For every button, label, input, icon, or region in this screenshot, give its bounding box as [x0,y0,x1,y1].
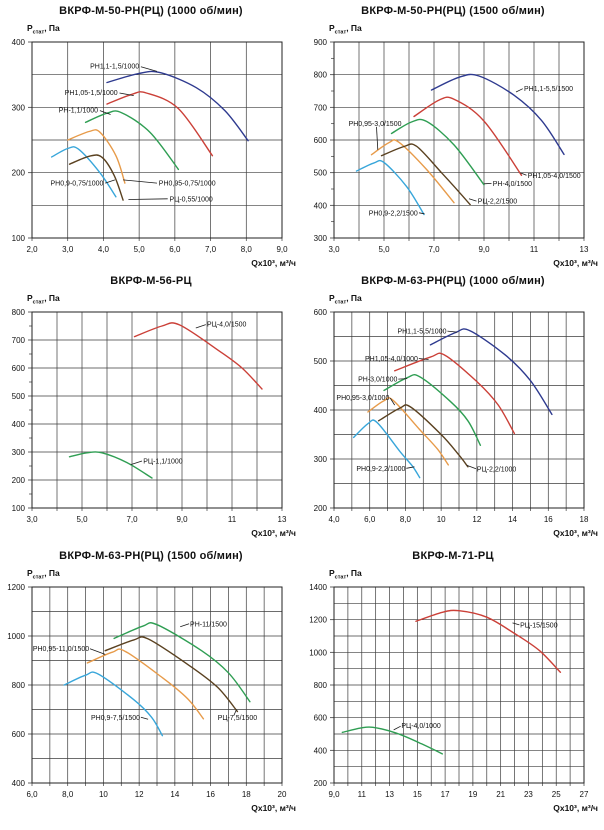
x-axis-tick-label: 9,0 [176,515,188,524]
curve-РН0,95-11,0/1500 [87,649,203,719]
x-axis-tick-label: 10 [436,515,446,524]
y-axis-tick-label: 400 [313,746,327,756]
x-axis-label: Qx10³, м³/ч [553,258,598,268]
leader-line [90,649,105,655]
y-axis-tick-label: 900 [313,38,327,47]
chart-plot [0,306,302,540]
curve-label: РН0,95-3,0/1500 [348,121,402,129]
x-axis-tick-label: 13 [385,790,395,799]
leader-line [377,127,378,150]
curve-label: РН0,95-0,75/1000 [158,180,216,188]
curve-label: РЦ-2,2/1500 [477,198,518,206]
leader-line [196,325,206,328]
curve-РН0,95-0,75/1000 [68,130,125,183]
leader-line [131,461,142,465]
y-axis-tick-label: 800 [11,308,25,317]
y-axis-tick-label: 200 [313,779,327,788]
x-axis-tick-label: 13 [579,245,589,254]
x-axis-tick-label: 11 [357,790,366,799]
x-axis-label: Qx10³, м³/ч [251,803,296,813]
x-axis-tick-label: 2,0 [26,245,38,254]
chart-vkrf-m-56 [0,270,302,545]
x-axis-tick-label: 14 [508,515,518,524]
chart-title: ВКРФ-М-71-РЦ [412,550,494,562]
y-axis-tick-label: 600 [11,364,25,373]
y-axis-tick-label: 100 [11,234,25,243]
y-axis-tick-label: 100 [11,504,25,513]
y-axis-tick-label: 300 [11,448,25,457]
x-axis-tick-label: 9,0 [478,245,490,254]
y-axis-tick-label: 200 [11,168,25,178]
x-axis-tick-label: 18 [241,790,251,799]
curve-label: РН-11/1500 [190,621,227,629]
x-axis-tick-label: 27 [579,790,589,799]
y-axis-tick-label: 600 [313,713,327,723]
curve-label: РН0,9-0,75/1000 [50,180,104,188]
leader-line [141,717,148,719]
curve-label: РН0,95-3,0/1000 [336,394,390,402]
curve-label: РН1,1-5,5/1000 [397,328,447,336]
curve-label: РЦ-0,55/1000 [169,196,213,204]
chart-vkrf-m-71 [302,545,604,830]
curve-РН0,95-3,0/1000 [368,398,448,465]
curve-label: РН0,9-2,2/1500 [368,210,418,218]
x-axis-tick-label: 21 [496,790,506,799]
x-axis-tick-label: 5,0 [133,245,145,254]
curve-label: РЦ-2,2/1000 [476,466,517,474]
x-axis-tick-label: 3,0 [62,245,74,254]
leader-line [123,180,157,183]
chart-title: ВКРФ-М-63-РН(РЦ) (1500 об/мин) [59,550,243,562]
x-axis-tick-label: 5,0 [378,245,390,254]
y-axis-tick-label: 400 [11,779,25,788]
x-axis-tick-label: 19 [468,790,478,799]
y-axis-tick-label: 600 [313,308,327,317]
y-axis-tick-label: 300 [313,455,327,464]
x-axis-tick-label: 5,0 [76,515,88,524]
y-axis-tick-label: 800 [313,70,327,80]
leader-line [180,624,189,627]
leader-line [394,726,401,730]
x-axis-tick-label: 10 [98,790,108,799]
curve-РЦ-2,2/1500 [382,144,471,205]
y-axis-tick-label: 500 [313,357,327,366]
leader-line [141,67,157,72]
leader-line [513,623,520,625]
leader-line [398,379,407,380]
y-axis-tick-label: 1000 [7,632,25,641]
y-axis-tick-label: 400 [11,38,25,47]
chart-plot [0,36,302,270]
y-axis-label: $Р_{стат}$, Па [27,568,60,581]
y-axis-label: $Р_{стат}$, Па [329,293,362,306]
chart-title: ВКРФ-М-50-РН(РЦ) (1500 об/мин) [361,5,545,17]
x-axis-label: Qx10³, м³/ч [553,803,598,813]
curve-РН-4,0/1500 [392,119,485,184]
y-axis-tick-label: 600 [313,136,327,145]
y-axis-tick-label: 400 [11,420,25,429]
y-axis-label: $Р_{стат}$, Па [27,23,60,36]
x-axis-tick-label: 20 [277,790,287,799]
chart-vkrf-m-63-1000 [302,270,604,545]
x-axis-tick-label: 8,0 [62,790,74,799]
y-axis-tick-label: 1200 [309,615,327,625]
x-axis-tick-label: 6,0 [169,245,181,254]
x-axis-tick-label: 7,0 [205,245,217,254]
curve-РН1,1-5,5/1000 [430,329,551,414]
curve-РЦ-4,0/1500 [135,323,263,389]
curve-label: РЦ-7,5/1500 [217,714,258,722]
curve-label: РН1,05-4,0/1500 [527,172,581,180]
chart-plot [0,581,302,815]
x-axis-tick-label: 13 [277,515,287,524]
y-axis-tick-label: 1000 [309,648,327,658]
x-axis-tick-label: 23 [523,790,533,799]
x-axis-tick-label: 6,0 [364,515,376,524]
curve-РН-11/1500 [114,623,250,702]
y-axis-tick-label: 700 [11,336,25,345]
x-axis-tick-label: 17 [440,790,450,799]
chart-vkrf-m-63-1500 [0,545,302,830]
y-axis-tick-label: 1200 [7,583,25,592]
x-axis-label: Qx10³, м³/ч [251,528,296,538]
chart-plot [302,306,604,540]
curve-label: РЦ-15/1500 [520,622,558,630]
x-axis-tick-label: 9,0 [276,245,288,254]
y-axis-label: $Р_{стат}$, Па [329,23,362,36]
curve-label: РН1,05-1,5/1000 [64,89,118,97]
x-axis-label: Qx10³, м³/ч [553,528,598,538]
y-axis-tick-label: 600 [11,730,25,739]
x-axis-tick-label: 3,0 [328,245,340,254]
x-axis-tick-label: 8,0 [240,245,252,254]
x-axis-tick-label: 7,0 [126,515,138,524]
x-axis-tick-label: 11 [227,515,237,524]
y-axis-label: $Р_{стат}$, Па [27,293,60,306]
y-axis-tick-label: 300 [313,234,327,243]
x-axis-tick-label: 4,0 [328,515,340,524]
y-axis-tick-label: 300 [11,103,25,113]
curve-РН1,1-1,5/1000 [107,71,248,140]
leader-line [447,331,457,332]
y-axis-tick-label: 200 [11,476,25,485]
y-axis-tick-label: 500 [11,392,25,401]
x-axis-tick-label: 7,0 [428,245,440,254]
curve-label: РН-3,0/1000 [358,376,398,384]
y-axis-tick-label: 700 [313,103,327,113]
curve-label: РН-4,0/1500 [492,180,533,188]
leader-line [516,89,523,92]
curve-РН0,9-2,2/1500 [357,161,425,218]
curve-РН1,05-4,0/1500 [414,97,522,175]
leader-line [128,199,167,200]
x-axis-tick-label: 12 [472,515,482,524]
curve-РЦ-7,5/1500 [105,637,237,712]
y-axis-label: $Р_{стат}$, Па [329,568,362,581]
y-axis-tick-label: 400 [313,201,327,211]
chart-vkrf-m-50-1500 [302,0,604,270]
chart-plot [302,581,604,815]
x-axis-tick-label: 16 [206,790,216,799]
chart-title: ВКРФ-М-56-РЦ [110,275,192,287]
x-axis-tick-label: 8,0 [399,515,411,524]
curve-РЦ-0,55/1000 [70,155,124,200]
curve-label: РН0,95-11,0/1500 [32,645,90,653]
y-axis-tick-label: 800 [11,681,25,690]
curve-label: РН1,05-4,0/1000 [364,356,418,364]
curve-РН0,9-0,75/1000 [52,147,116,197]
chart-title: ВКРФ-М-63-РН(РЦ) (1000 об/мин) [361,275,545,287]
leader-line [469,199,477,201]
x-axis-tick-label: 6,0 [26,790,38,799]
x-axis-tick-label: 16 [543,515,553,524]
x-axis-tick-label: 14 [170,790,180,799]
x-axis-tick-label: 15 [412,790,422,799]
curve-label: РЦ-1,1/1000 [143,458,183,466]
x-axis-tick-label: 4,0 [97,245,109,254]
curve-РЦ-4,0/1000 [342,727,442,754]
chart-vkrf-m-50-1000 [0,0,302,270]
curve-label: РН-1,1/1000 [58,107,99,115]
x-axis-tick-label: 3,0 [26,515,38,524]
curve-label: РН1,1-1,5/1000 [90,63,140,71]
x-axis-tick-label: 12 [134,790,144,799]
curve-label: РЦ-4,0/1500 [207,321,247,329]
x-axis-tick-label: 18 [579,515,589,524]
y-axis-tick-label: 200 [313,504,327,513]
x-axis-tick-label: 11 [529,245,539,254]
curve-label: РН1,1-5,5/1500 [524,86,574,94]
curve-label: РН0,9-7,5/1500 [90,714,141,722]
curve-РН1,05-1,5/1000 [107,92,212,156]
curve-label: РН0,9-2,2/1000 [356,465,406,473]
chart-title: ВКРФ-М-50-РН(РЦ) (1000 об/мин) [59,5,243,17]
curve-РН0,9-7,5/1500 [64,672,162,736]
y-axis-tick-label: 500 [313,168,327,178]
curve-label: РЦ-4,0/1000 [401,723,441,731]
y-axis-tick-label: 400 [313,406,327,415]
x-axis-tick-label: 9,0 [328,790,340,799]
x-axis-label: Qx10³, м³/ч [251,258,296,268]
y-axis-tick-label: 1400 [309,583,327,592]
x-axis-tick-label: 25 [551,790,561,799]
chart-plot [302,36,604,270]
y-axis-tick-label: 800 [313,681,327,690]
